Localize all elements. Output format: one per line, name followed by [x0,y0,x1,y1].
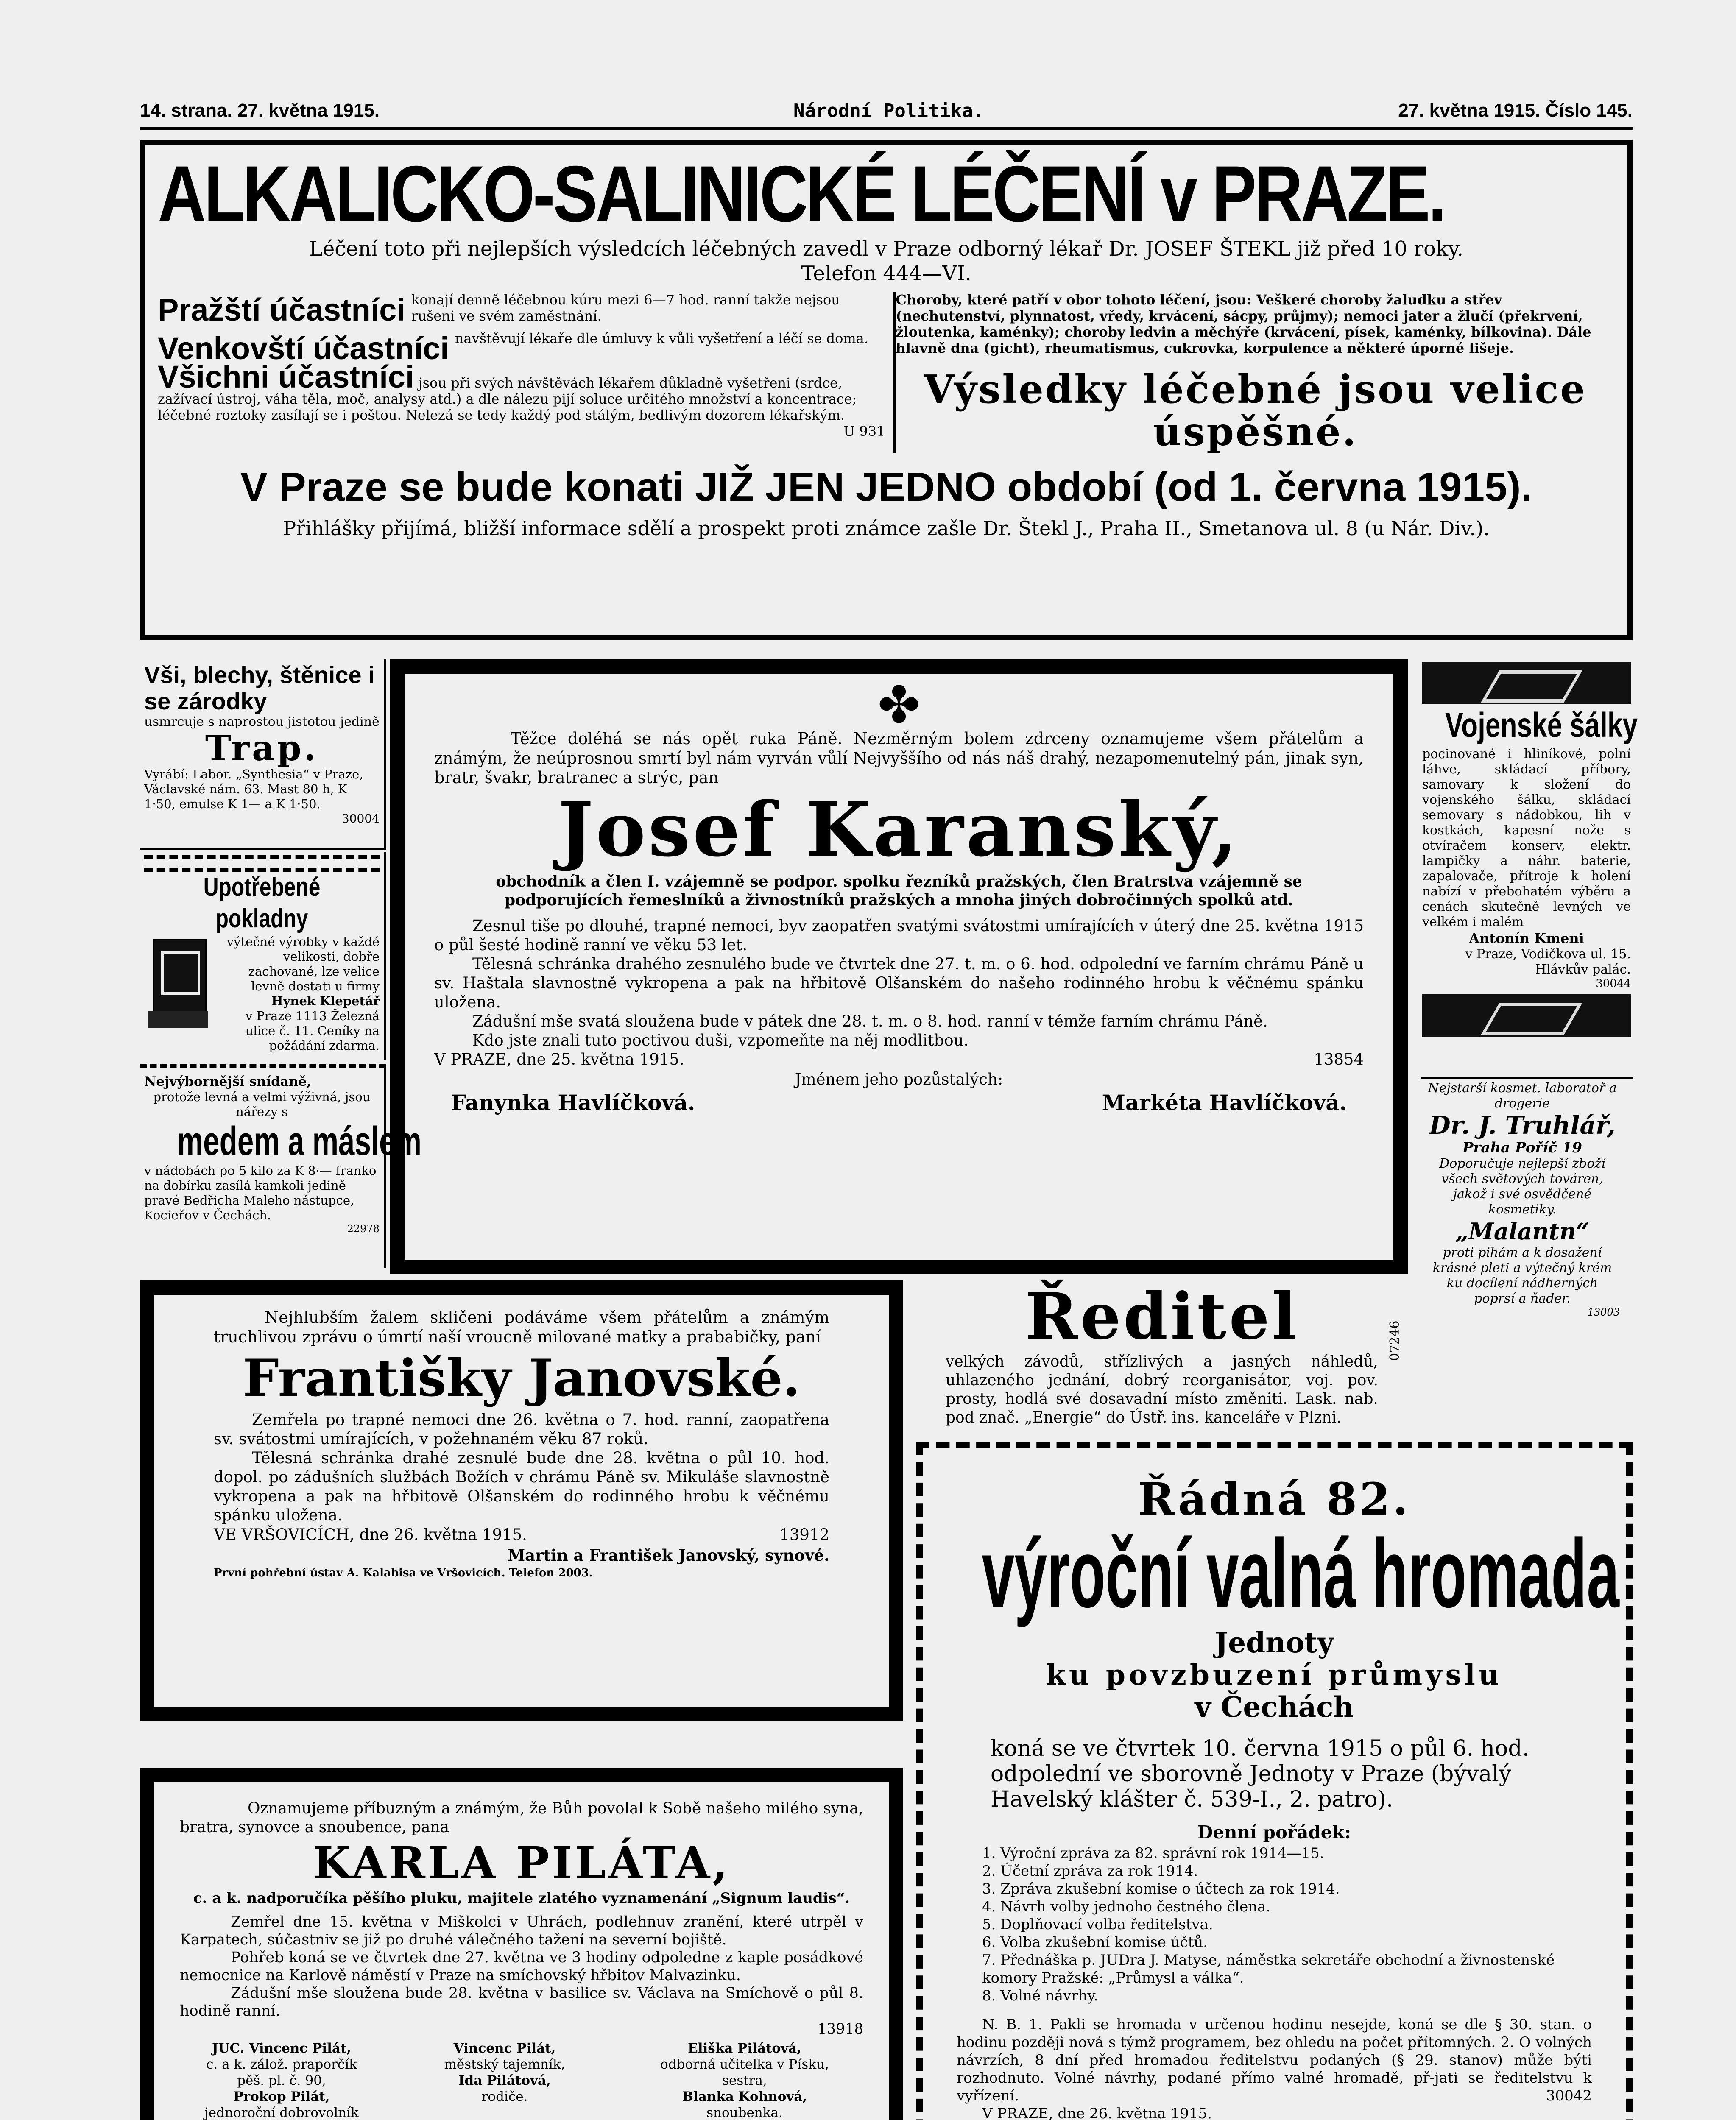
truhlar-l2: Doporučuje nejlepší zboží všech světových továren, jakož i své osvědčené kosmetiky. [1439,1156,1605,1217]
pilat-notice [140,1768,903,2120]
program-item: 7. Přednáška p. JUDra J. Matyse, náměstka sekretáře obchodní a živnostenské komory Pražské: „Průmysl a válka“. [982,1952,1555,1986]
program-item: 6. Volba zkušební komise účtů. [982,1934,1208,1951]
program-item: 3. Zpráva zkušební komise o účtech za rok 1914. [982,1880,1340,1897]
pilat-signers-parents [407,2040,602,2120]
signer-line: c. a k. zálož. praporčík [206,2057,357,2072]
janovska-name: Františky Janovské. [243,1348,801,1408]
masthead-center: Národní Politika. [793,100,985,122]
salky-banner-top [1422,662,1631,704]
valna-l4: ku povzbuzení průmyslu [1046,1658,1502,1691]
janovska-sig: Martin a František Janovský, synové. [508,1546,829,1565]
alkalicko-telefon: Telefon 444—VI. [801,262,971,285]
pra-head: Pražští účastníci [158,292,406,327]
janovska-notice [140,1280,903,1721]
masthead [140,100,1633,122]
karansky-title: obchodník a člen I. vzájemně se podpor. spolku řezníků pražských, člen Bratrstva vzájemně se podporujících řemeslníků a živnostníků pražských a mnoha jiných dobročinných spolků atd. [496,873,1302,909]
reditel-text: velkých závodů, střízlivých a jasných náhledů, uhlazeného jednání, dobrý reorganisátor, voj. pov. prosty, hodlá své dosavadní místo změniti. Lask. nab. pod znač. „Energie“ do Ústř. ins. kanceláře v Plzni. [946,1353,1378,1426]
med-code: 22978 [347,1223,380,1235]
signer-line: Prokop Pilát, [233,2089,330,2104]
masthead-right: 27. května 1915. Číslo 145. [1398,100,1633,121]
salky-text: pocinované i hliníkové, polní láhve, skládací příbory, samovary k složení do vojenského šálku, skládací semovary s nádobkou, lih v kostkách, kapesní nože s otvíračem konserv, elektr. lampičky a náhr. baterie, zapalovače, přítroje k holení nabízí v přebohatém výběru a cenách skutečně levných ve velkém i malém [1422,747,1631,929]
signer-line: JUC. Vincenc Pilát, [212,2041,352,2056]
med-sub: protože levná a velmi výživná, jsou nářezy s [153,1090,371,1119]
janovska-intro: Nejhlubším žalem skličeni podáváme všem přátelům a známým truchlivou zprávu o úmrtí naší vroucně milované matky a prababičky, paní [214,1308,829,1346]
reditel-ad [941,1280,1382,1437]
med-big: medem a máslem [177,1119,422,1164]
pokladny-text: výtečné výrobky v každé velikosti, dobře zachované, lze velice levně dostati u firmy [226,934,380,993]
vsi-ad-code: 30004 [341,812,380,826]
masthead-left: 14. strana. 27. května 1915. [140,100,380,121]
vsi-ad-head: Vši, blechy, štěnice i se zárodky [144,661,375,714]
karansky-sig1: Fanynka Havlíčková. [451,1090,695,1115]
valna-l5: v Čechách [1195,1690,1354,1724]
pokladny-border [144,855,380,872]
pilat-name: KARLA PILÁTA, [313,1837,731,1889]
truhlar-ad [1421,1077,1633,1399]
signer-line: rodiče. [481,2089,528,2104]
med-head: Nejvýbornější snídaně, [144,1074,312,1089]
truhlar-name: Dr. J. Truhlář, [1429,1111,1616,1140]
salky-banner-bottom [1422,994,1631,1037]
salky-ad [1421,659,1638,1062]
pilat-p2: Pohřeb koná se ve čtvrtek dne 27. května ve 3 hodiny odpoledne z kaple posádkové nemocnice na Karlově náměstí v Praze na smíchovský hřbitov Malvazinku. [180,1949,863,1984]
salky-head: Vojenské šálky [1445,706,1638,745]
program-item: 1. Výroční zpráva za 82. správní rok 1914—15. [982,1845,1324,1862]
signer-line: snoubenka. [706,2105,783,2120]
valna-nb-code: 30042 [1546,2087,1592,2104]
truhlar-side-code [1383,1280,1409,1365]
safe-icon [144,934,212,1032]
med-ad [140,1064,422,1268]
karansky-p4: Kdo jste znali tuto poctivou duši, vzpomeňte na něj modlitbou. [472,1031,969,1049]
karansky-intro: Těžce doléhá se nás opět ruka Páně. Nezměrným bolem zdrceny oznamujeme všem přátelům a známým, že neúprosnou smrtí byl nám vyrván vůlí Nejvyššího od nás náš drahý, nezapomenutelný pán, jinak syn, bratr, švakr, bratranec a strýc, pan [434,729,1364,787]
valna-nb-text: N. B. 1. Pakli se hromada v určenou hodinu nesejde, koná se dle § 30. stan. o hodinu později nová s týmž programem, bez ohledu na počet přítomných. 2. O volných návrzích, 8 dní před hromadou ředitelstvu podaných (§ 29. stanov) může býti rozhodnuto. Volné návrhy, podané přímo valné hromadě, př-jati se ředitelstvu k vyřízení. [957,2016,1592,2104]
signer-line: Vincenc Pilát, [453,2041,556,2056]
signer-line: pěš. pl. č. 90, [237,2073,326,2088]
janovska-p2: Tělesná schránka drahé zesnulé bude dne 28. května o půl 10. hod. dopol. po zádušních službách Božích v chrámu Páně sv. Mikuláše slavnostně vykropena a pak na hřbitově Olšanském do rodinného hrobu k věčnému spánku uložena. [214,1449,829,1524]
salky-code: 30044 [1596,977,1631,990]
valna-l1: Řádná 82. [1138,1473,1411,1525]
signer-line: jednoroční dobrovolník [204,2105,359,2120]
valna-notice [916,1442,1633,2120]
karansky-p3: Zádušní mše svatá sloužena bude v pátek dne 28. t. m. o 8. hod. ranní v témže farním chrámu Páně. [472,1012,1268,1030]
pokladny-head: Upotřebené pokladny [203,873,321,933]
janovska-p1: Zemřela po trapné nemoci dne 26. května o 7. hod. ranní, zaopatřena sv. svátostmi umírajících, v požehnaném věku 87 roků. [214,1411,829,1448]
karansky-name: Josef Karanský, [558,786,1240,873]
vsi-ad-text: usmrcuje s naprostou jistotou jedině [144,714,380,729]
valna-nb [957,2016,1592,2105]
nemoci-text: Choroby, které patří v obor tohoto léčení, jsou: Veškeré choroby žaludku a střev (nechutenství, plynnatost, vředy, krvácení, sácpy, průjmy); nemoci jater a žlučí (překrvení, žloutenka, kaménky); choroby ledvin a měchýře (krvácení, písek, kaménky, bílkovina). Dále hlavně dna (gicht), rheumatismus, cukrovka, korpulence a některé úporné lišeje. [896,292,1591,356]
obdobi: V Praze se bude konati JIŽ JEN JEDNO období (od 1. června 1915). [240,464,1532,510]
pra-text: konají denně léčebnou kúru mezi 6—7 hod. ranní takže nejsou rušeni ve svém zaměstnání. [411,292,840,324]
pilat-intro: Oznamujeme příbuzným a známým, že Bůh povolal k Sobě našeho milého syna, bratra, synovce a snoubence, pana [180,1800,863,1836]
truhlar-brand: „Malantn“ [1455,1218,1589,1245]
karansky-p2: Tělesná schránka drahého zesnulého bude ve čtvrtek dne 27. t. m. o 6. hod. odpolední ve farním chrámu Páně u sv. Haštala slavnostně vykropena a pak na hřbitově Olšanském do našeho rodinného hrobu k věčnému spánku uložena. [434,955,1364,1011]
vsi-ad-info: Vyrábí: Labor. „Synthesia“ v Praze, Václavské nám. 63. Mast 80 h, K 1·50, emulse K 1— a K 1·50. [144,767,363,811]
ven-head: Venkovští účastníci [158,331,449,366]
pokladny-addr: v Praze 1113 Železná ulice č. 11. Ceníky na požádání zdarma. [245,1009,380,1053]
truhlar-l1: Nejstarší kosmet. laboratoř a drogerie [1428,1081,1617,1111]
valna-program-list [957,1844,1592,2005]
valna-konani: koná se ve čtvrtek 10. června 1915 o půl 6. hod. odpolední ve sborovně Jednoty v Praze (bývalý Havelský klášter č. 539-I., 2. patro). [991,1736,1529,1812]
prihlasky: Přihlášky přijímá, bližší informace sdělí a prospekt proti známce zašle Dr. Štekl J., Praha II., Smetanova ul. 8 (u Nár. Div.). [283,517,1490,540]
vsi-text: jsou při svých návštěvách lékařem důkladně vyšetřeni (srdce, zažívací ústroj, váha těla, moč, analysy atd.) a dle nálezu pijí soluce určitého množství a koncentrace; léčebné roztoky zasílají se i poštou. Nelezá se tedy každý pod stálým, bedlivým dozorem lékařským. [158,375,857,423]
cross-icon: ✤ [877,676,921,735]
valna-l2: výroční valná hromada [982,1519,1619,1628]
program-item: 4. Návrh volby jednoho čestného člena. [982,1898,1271,1915]
program-item: 5. Doplňovací volba ředitelstva. [982,1916,1213,1933]
pilat-p1: Zemřel dne 15. května v Miškolci v Uhrách, podlehnuv zranění, které utrpěl v Karpatech, súčastniv se již po druhé válečného tažení na severní bojiště. [180,1914,863,1948]
valna-program-head: Denní pořádek: [1197,1822,1351,1843]
janovska-ustav: První pohřební ústav A. Kalabisa ve Vršovicích. Telefon 2003. [214,1567,593,1579]
karansky-sig2: Markéta Havlíčková. [1102,1090,1347,1115]
pilat-code: 13918 [817,2020,863,2037]
alkalicko-title: ALKALICKO-SALINICKÉ LÉČENÍ v PRAZE. [158,149,1445,238]
valna-l3: Jednoty [1214,1626,1334,1659]
vsi-code: U 931 [843,423,885,439]
vysledky: Výsledky léčebné jsou velice úspěšné. [924,366,1587,455]
signer-line: městský tajemník, [444,2057,565,2072]
karansky-notice [390,659,1408,1274]
signer-line: Blanka Kohnová, [682,2089,807,2104]
alkalicko-intro: Léčení toto při nejlepších výsledcích léčebných zavedl v Praze odborný lékař Dr. JOSEF ŠTEKL již před 10 roky. [309,237,1464,261]
truhlar-addr: Praha Poříč 19 [1462,1139,1582,1156]
vsi-ad-brand: Trap. [205,728,319,769]
karansky-p1: Zesnul tiše po dlouhé, trapné nemoci, byv zaopatřen svatými svátostmi umírajících v úterý dne 25. května 1915 o půl šesté hodině ranní ve věku 53 let. [434,917,1364,954]
vsi-ad [140,659,386,850]
karansky-jmenem: Jménem jeho pozůstalých: [795,1070,1003,1088]
signer-line: Eliška Pilátová, [688,2041,801,2056]
janovska-code: 13912 [779,1526,829,1544]
karansky-code: 13854 [1314,1050,1364,1068]
vsi-head: Všichni účastníci [158,359,414,394]
salky-firm: Antonín Kmeni [1469,930,1584,946]
pokladny-ad [140,852,386,1060]
valna-place: V PRAZE, dne 26. května 1915. [982,2105,1212,2120]
alkalicko-ad [140,140,1633,640]
truhlar-side-code-text: 07246 [1387,1320,1402,1361]
truhlar-l3: proti pihám a k dosažení krásné pleti a výtečný krém ku docílení nádherných poprsí a ňader. [1432,1245,1612,1306]
program-item: 8. Volné návrhy. [982,1987,1098,2004]
pokladny-firm: Hynek Klepetář [271,994,380,1008]
pilat-p3: Zádušní mše sloužena bude 28. května v basilice sv. Václava na Smíchově o půl 8. hodině ranní. [180,1985,863,2020]
salky-addr: v Praze, Vodičkova ul. 15. Hlávkův palác. [1465,947,1631,977]
ven-text: navštěvují lékaře dle úmluvy k vůli vyšetření a léčí se doma. [455,330,868,346]
pilat-signers-brothers [180,2040,383,2120]
program-item: 2. Účetní zpráva za rok 1914. [982,1863,1198,1880]
masthead-rule [140,127,1633,130]
med-text: v nádobách po 5 kilo za K 8·— franko na dobírku zasílá kamkoli jedině pravé Bedřicha Maleho nástupce, Kocieřov v Čechách. [144,1163,377,1222]
pilat-signers-sister [626,2040,863,2120]
janovska-place: VE VRŠOVICÍCH, dne 26. května 1915. [214,1526,527,1544]
reditel-head: Ředitel [1025,1279,1299,1354]
karansky-place: V PRAZE, dne 25. května 1915. [434,1050,684,1068]
signer-line: Ida Pilátová, [458,2073,551,2088]
signer-line: sestra, [722,2073,767,2088]
pilat-title: c. a k. nadporučíka pěšího pluku, majitele zlatého vyznamenání „Signum laudis“. [193,1890,850,1907]
signer-line: odborná učitelka v Písku, [660,2057,829,2072]
truhlar-code: 13003 [1587,1306,1620,1318]
